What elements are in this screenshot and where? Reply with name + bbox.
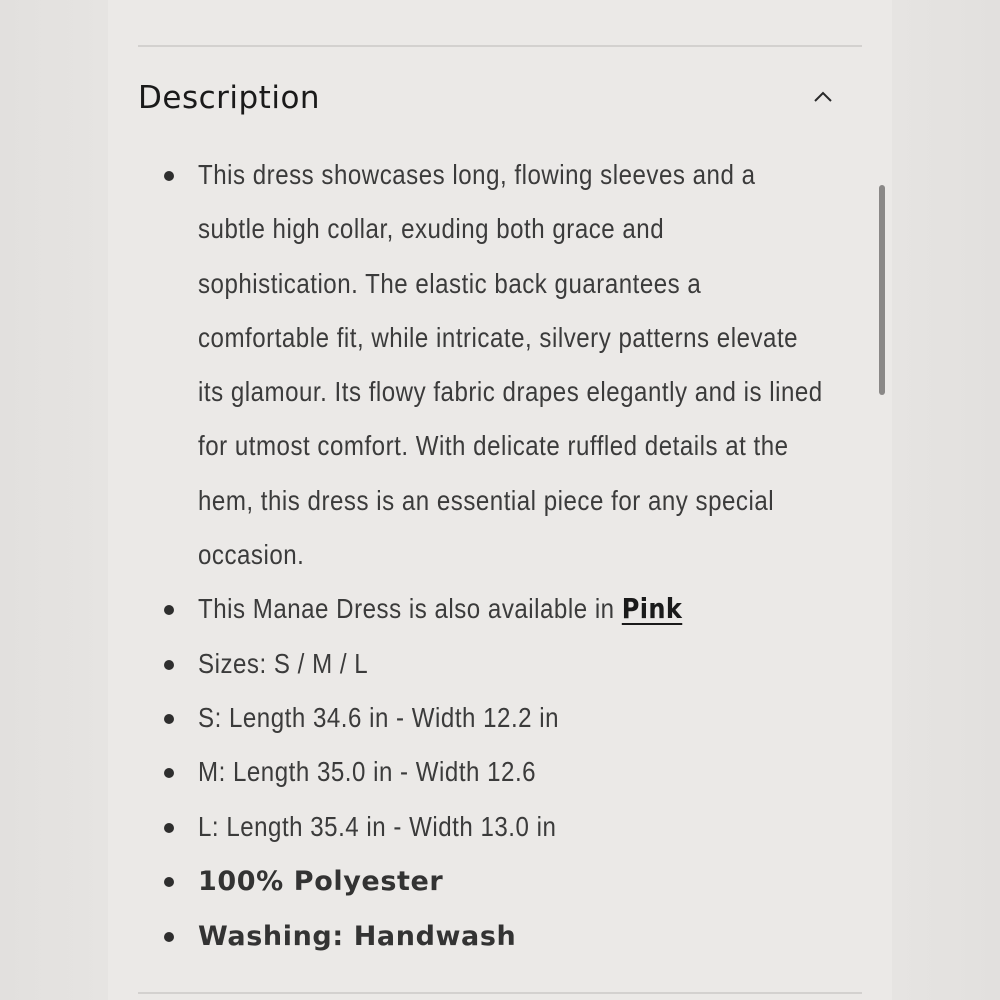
bullet — [164, 823, 174, 833]
page-margin-left — [0, 0, 108, 1000]
chevron-up-icon[interactable] — [812, 86, 834, 108]
size-m-measurements: M: Length 35.0 in - Width 12.6 — [198, 756, 537, 788]
size-l-measurements: L: Length 35.4 in - Width 13.0 in — [198, 810, 557, 842]
description-paragraph: This dress showcases long, flowing sleeves and a subtle high collar, exuding both grace and sophistication. The elastic back guarantees a comfortable fit, while intricate, silvery patterns elevate its glamour. Its flowy fabric drapes elegantly and is lined for utmost comfort. With delicate ruffled details at the hem, this dress is an essential piece for any special occasion. — [198, 159, 823, 571]
list-item — [160, 582, 840, 636]
pink-variant-link[interactable]: Pink — [621, 592, 683, 626]
size-s-measurements: S: Length 34.6 in - Width 12.2 in — [198, 701, 560, 733]
list-item — [160, 148, 840, 582]
list-item — [160, 800, 840, 854]
bullet — [164, 605, 174, 615]
list-item — [160, 745, 840, 799]
description-list — [160, 148, 840, 964]
bullet — [164, 768, 174, 778]
bullet — [164, 877, 174, 887]
bullet — [164, 171, 174, 181]
list-item — [160, 691, 840, 745]
bullet — [164, 714, 174, 724]
page-margin-right — [892, 0, 1000, 1000]
color-availability-label: This Manae Dress is also available in — [198, 593, 615, 625]
scrollbar-thumb[interactable] — [879, 185, 885, 395]
washing-text: Washing: Handwash — [198, 921, 517, 953]
color-availability-text — [198, 582, 682, 636]
bullet — [164, 660, 174, 670]
divider-top — [138, 45, 862, 47]
description-heading: Description — [138, 80, 321, 116]
bullet — [164, 932, 174, 942]
list-item — [160, 637, 840, 691]
list-item — [160, 909, 840, 964]
divider-bottom — [138, 992, 862, 994]
material-text: 100% Polyester — [198, 865, 444, 897]
list-item — [160, 854, 840, 909]
sizes-text: Sizes: S / M / L — [198, 647, 369, 679]
description-accordion-header[interactable] — [138, 72, 838, 128]
